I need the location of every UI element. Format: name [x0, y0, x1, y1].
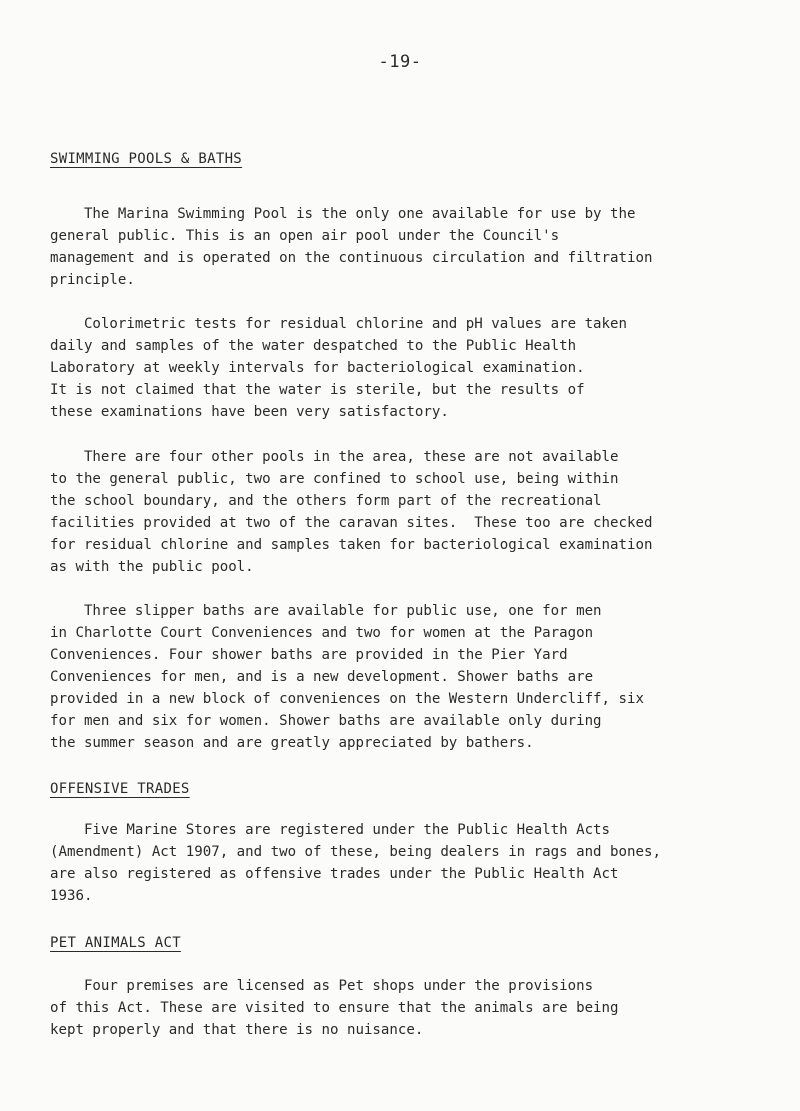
section-pet-animals-act [50, 932, 762, 951]
paragraph-marine-stores: Five Marine Stores are registered under the Public Health Acts (Amendment) Act 1907, and two of these, being dealers in rags and bones, are also registered as offensive trades under the Public Health Act 1936. [50, 822, 661, 904]
section-heading: SWIMMING POOLS & BATHS [50, 151, 243, 167]
paragraph-pet-shops: Four premises are licensed as Pet shops under the provisions of this Act. These are visited to ensure that the animals are being kept properly and that there is no nuisance. [50, 978, 619, 1038]
paragraph-other-pools: There are four other pools in the area, these are not available to the general public, two are confined to school use, being within the school boundary, and the others form part of the recreational facilities provided at two of the caravan sites. These too are checked for residual chlorine and samples taken for bacteriological examination as with the public pool. [50, 449, 653, 575]
section-heading: OFFENSIVE TRADES [50, 781, 190, 797]
paragraph-colorimetric-tests: Colorimetric tests for residual chlorine and pH values are taken daily and samples of the water despatched to the Public Health Laboratory at weekly intervals for bacteriological examination. It is not claimed that the water is sterile, but the results of these examinations have been very satisfactory. [50, 316, 627, 420]
page-number: -19- [378, 52, 422, 72]
paragraph-marina-pool: The Marina Swimming Pool is the only one available for use by the general public. This is an open air pool under the Council's management and is operated on the continuous circulation and filtration principle. [50, 206, 653, 288]
section-swimming-pools [50, 148, 762, 167]
paragraph-slipper-baths: Three slipper baths are available for public use, one for men in Charlotte Court Conveniences and two for women at the Paragon Conveniences. Four shower baths are provided in the Pier Yard Conveniences for men, and is a new development. Shower baths are provided in a new block of conveniences on the Western Undercliff, six for men and six for women. Shower baths are available only during the summer season and are greatly appreciated by bathers. [50, 603, 644, 751]
section-offensive-trades [50, 778, 762, 797]
section-heading: PET ANIMALS ACT [50, 935, 181, 951]
